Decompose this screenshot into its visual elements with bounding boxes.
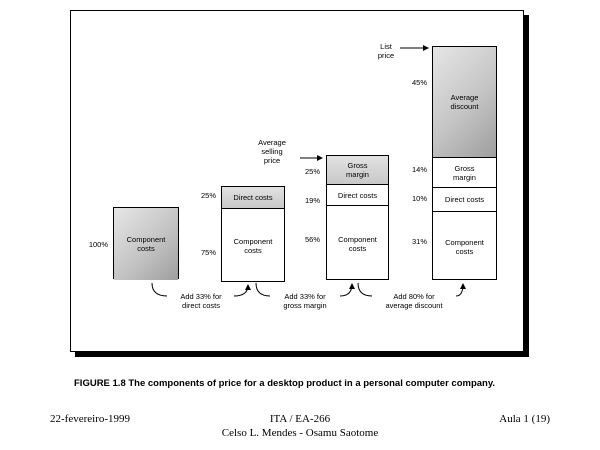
percent-label: 56% xyxy=(304,235,320,244)
segment-average-discount: Average discount xyxy=(433,47,496,158)
footer-authors: Celso L. Mendes - Osamu Saotome xyxy=(221,427,379,439)
curved-arrow-3b xyxy=(456,284,463,296)
list-price-label: List price xyxy=(377,42,395,60)
percent-label: 19% xyxy=(304,196,320,205)
percent-label: 31% xyxy=(411,237,427,246)
segment-component-costs: Component costs xyxy=(445,237,484,256)
average-selling-price-label: Average selling price xyxy=(258,138,286,165)
percent-label: 10% xyxy=(411,194,427,203)
percent-label: 14% xyxy=(411,165,427,174)
transition-label-gross-margin: Add 33% for gross margin xyxy=(283,292,327,310)
footer-page: Aula 1 (19) xyxy=(499,413,550,425)
percent-label: 25% xyxy=(304,167,320,176)
percent-label: 75% xyxy=(200,248,216,257)
footer-date: 22-fevereiro-1999 xyxy=(50,413,131,425)
segment-component-costs: Component costs xyxy=(233,237,273,255)
percent-label: 100% xyxy=(88,240,108,249)
segment-direct-costs: Direct costs xyxy=(327,185,388,206)
segment-direct-costs: Direct costs xyxy=(222,187,284,209)
segment-gross-margin: Gross margin xyxy=(327,156,388,185)
segment-component-costs: Component costs xyxy=(114,208,178,280)
curved-arrow-2b xyxy=(340,284,352,296)
curved-arrow-1 xyxy=(152,283,167,296)
transition-label-average-discount: Add 80% for average discount xyxy=(385,292,443,310)
figure-caption: FIGURE 1.8 The components of price for a desktop product in a personal computer company. xyxy=(74,378,496,389)
transition-label-direct-costs: Add 33% for direct costs xyxy=(180,292,222,310)
curved-arrow-1b xyxy=(234,285,248,296)
segment-component-costs: Component costs xyxy=(338,234,377,253)
segment-gross-margin: Gross margin xyxy=(433,158,496,188)
footer-course: ITA / EA-266 xyxy=(269,413,331,425)
percent-label: 45% xyxy=(411,78,427,87)
curved-arrow-2 xyxy=(256,283,270,296)
curved-arrow-3 xyxy=(358,283,372,296)
percent-label: 25% xyxy=(200,191,216,200)
segment-direct-costs: Direct costs xyxy=(433,188,496,212)
